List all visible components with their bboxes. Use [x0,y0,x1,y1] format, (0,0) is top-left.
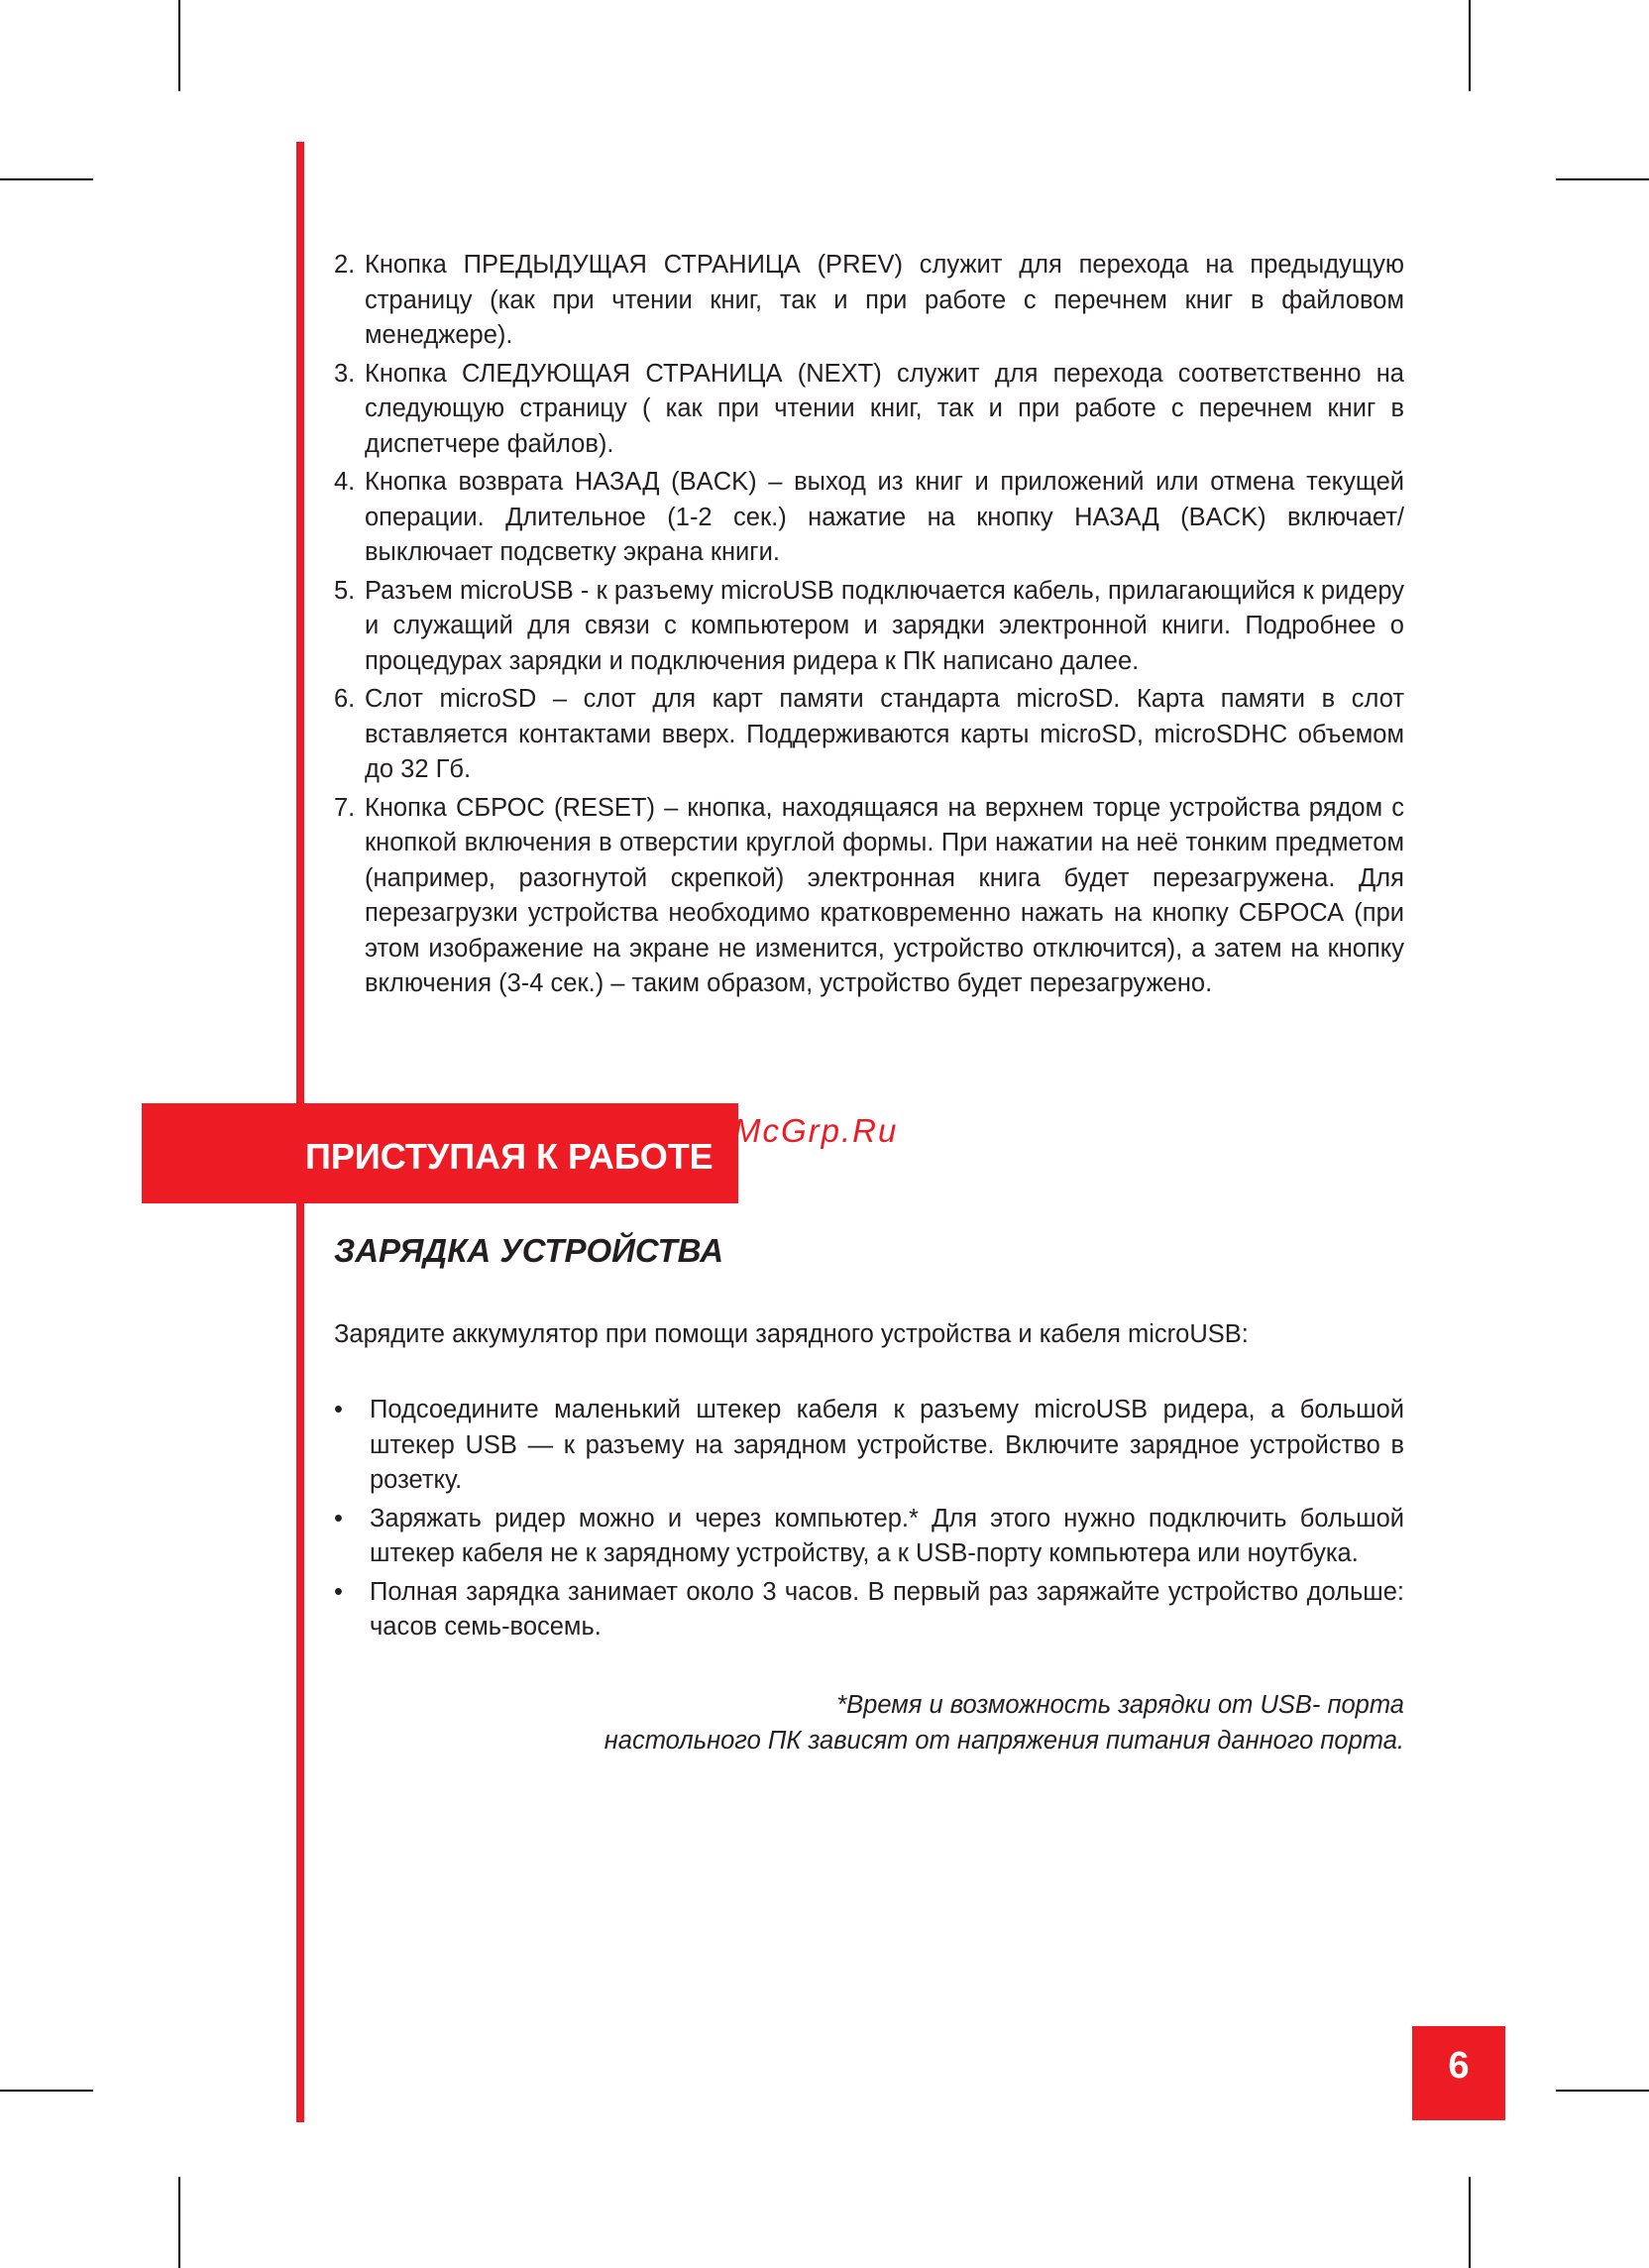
bullet-text: Подсоедините маленький штекер кабеля к разъему microUSB ридера, а большой штекер USB — к разъему на зарядном устройстве. Включите зарядное устройство в розетку. [370,1396,1404,1494]
crop-mark-right-lower [1556,2090,1649,2092]
watermark: McGrp.Ru [733,1112,899,1149]
crop-mark-bottom-left [178,2177,180,2268]
crop-mark-left-upper [0,178,93,180]
crop-mark-left-lower [0,2090,93,2092]
bullet-item [334,1575,1404,1645]
intro-paragraph: Зарядите аккумулятор при помощи зарядного устройства и кабеля microUSB: [334,1320,1249,1348]
list-item-text: Разъем microUSB - к разъему microUSB подключается кабель, прилагающийся к ридеру и служащий для связи с компьютером и зарядки электронной книги. Подробнее о процедурах зарядки и подключения ридера к ПК написано далее. [365,576,1404,675]
list-item-number: 4. [334,468,356,496]
list-item [334,465,1404,571]
list-item-text: Кнопка возврата НАЗАД (BACK) – выход из книг и приложений или отмена текущей операции. Длительное (1-2 сек.) нажатие на кнопку НАЗАД (BACK) включает/выключает подсветку экрана книги. [365,468,1404,566]
list-item [334,682,1404,788]
list-item-number: 6. [334,685,356,713]
list-item [334,248,1404,354]
button-description-list [334,248,1404,1005]
footnote [334,1688,1404,1758]
list-item-number: 5. [334,576,356,605]
bullet-marker: • [334,1396,343,1423]
crop-mark-top-left [178,0,180,91]
bullet-text: Полная зарядка занимает около 3 часов. В первый раз заряжайте устройство дольше: часов семь-восемь. [370,1577,1404,1641]
charging-bullet-list [334,1393,1404,1648]
crop-mark-right-upper [1556,178,1649,180]
page-number-box [1412,2026,1505,2120]
list-item-number: 7. [334,793,356,822]
list-item-text: Кнопка ПРЕДЫДУЩАЯ СТРАНИЦА (PREV) служит для перехода на предыдущую страницу (как при чтении книг, так и при работе с перечнем книг в файловом менеджере). [365,251,1404,349]
bullet-item [334,1393,1404,1499]
subsection-heading: ЗАРЯДКА УСТРОЙСТВА [334,1232,724,1269]
list-item [334,791,1404,1002]
list-item [334,357,1404,463]
section-title: ПРИСТУПАЯ К РАБОТЕ [305,1136,714,1177]
list-item-text: Кнопка СБРОС (RESET) – кнопка, находящаяся на верхнем торце устройства рядом с кнопкой включения в отверстии круглой формы. При нажатии на неё тонким предметом (например, разогнутой скрепкой) электронная книга будет перезагружена. Для перезагрузки устройства необходимо кратковременно нажать на кнопку СБРОСА (при этом изображение на экране не изменится, устройство отключится), а затем на кнопку включения (3-4 сек.) – таким образом, устройство будет перезагружено. [365,793,1404,997]
list-item-number: 3. [334,359,356,388]
list-item-text: Кнопка СЛЕДУЮЩАЯ СТРАНИЦА (NEXT) служит для перехода соответственно на следующую страницу ( как при чтении книг, так и при работе с перечнем книг в диспетчере файлов). [365,359,1404,458]
list-item [334,574,1404,680]
bullet-marker: • [334,1577,343,1606]
crop-mark-top-right [1469,0,1471,91]
bullet-text: Заряжать ридер можно и через компьютер.* Для этого нужно подключить большой штекер кабеля не к зарядному устройству, а к USB-порту компьютера или ноутбука. [370,1504,1404,1567]
footnote-line: настольного ПК зависят от напряжения питания данного порта. [604,1726,1404,1755]
crop-mark-bottom-right [1469,2177,1471,2268]
bullet-marker: • [334,1504,343,1532]
page-number: 6 [1448,2045,1470,2087]
list-item-text: Слот microSD – слот для карт памяти стандарта microSD. Карта памяти в слот вставляется контактами вверх. Поддерживаются карты microSD, microSDHC объемом до 32 Гб. [365,685,1404,783]
bullet-item [334,1502,1404,1572]
section-banner [142,1103,738,1203]
list-item-number: 2. [334,251,356,279]
footnote-line: *Время и возможность зарядки от USB- порта [836,1691,1404,1719]
